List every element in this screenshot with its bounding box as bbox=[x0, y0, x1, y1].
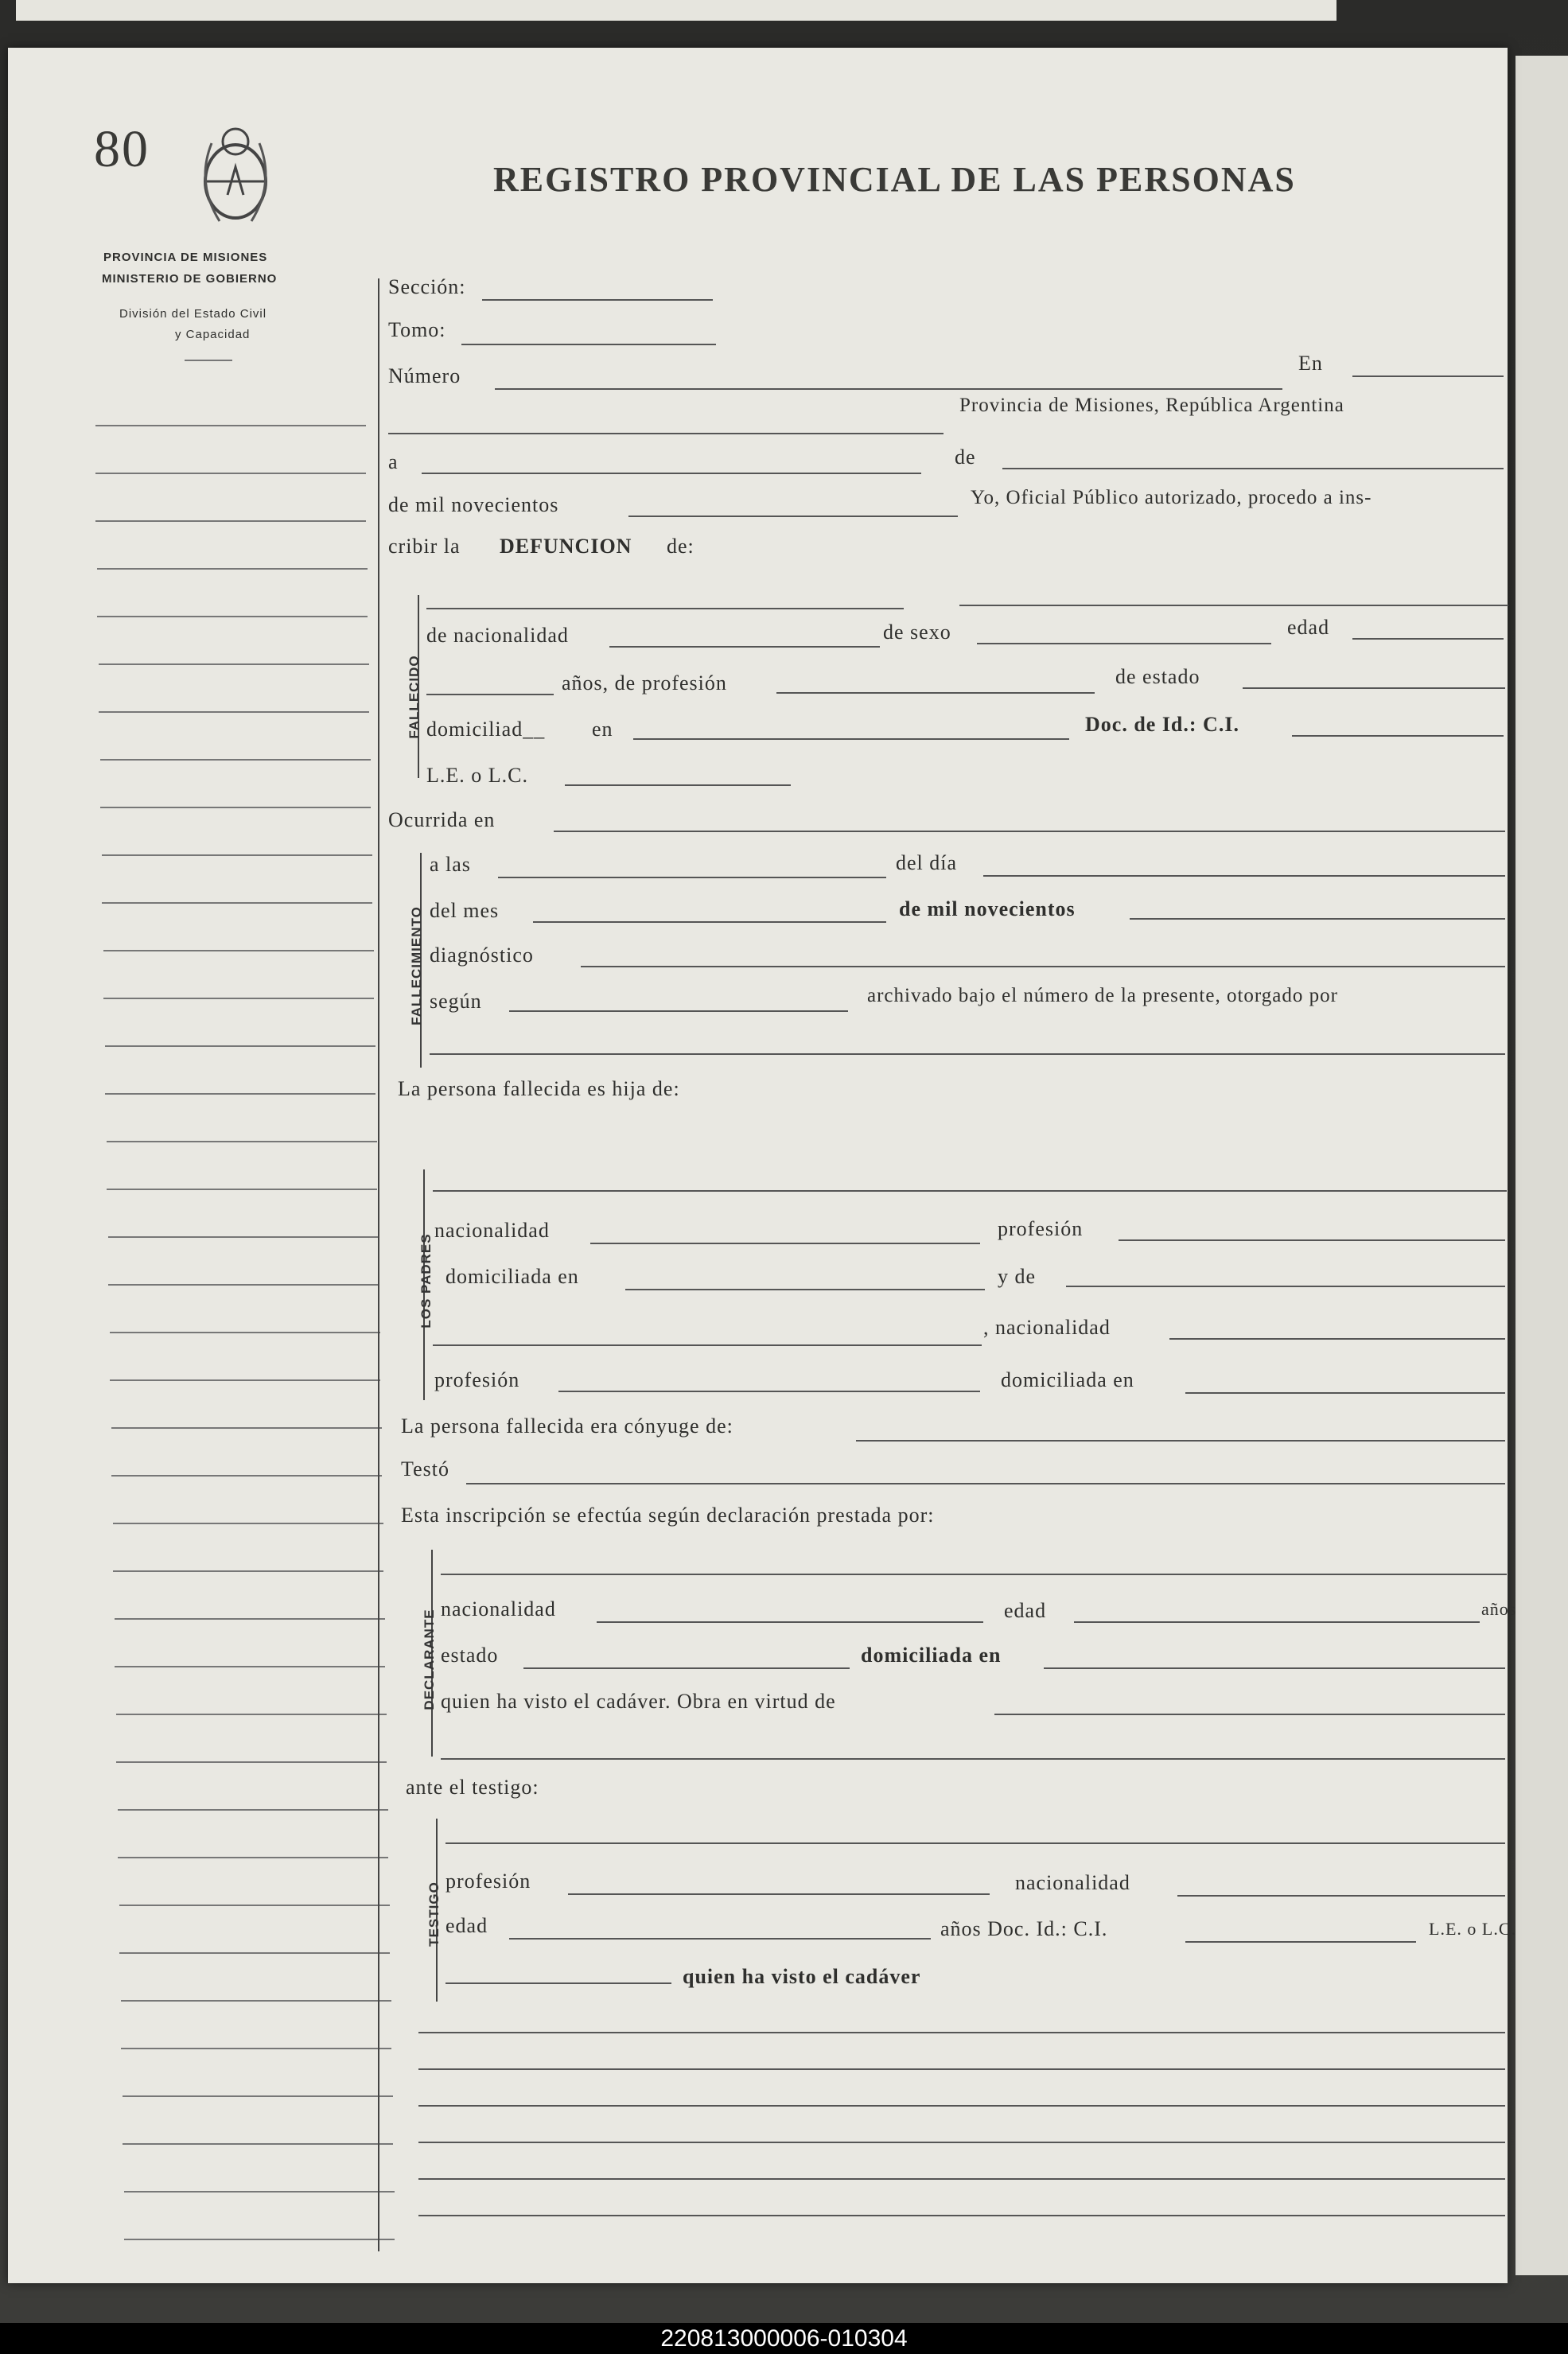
margin-line bbox=[121, 2000, 391, 2002]
de-mil-novecientos-line bbox=[1130, 918, 1505, 920]
margin-line bbox=[113, 1523, 383, 1524]
declarante-edad-line bbox=[1074, 1621, 1480, 1623]
margin-line bbox=[97, 568, 368, 570]
del-mes-label: del mes bbox=[430, 899, 500, 922]
next-page-edge bbox=[1515, 56, 1568, 2275]
margin-line bbox=[118, 1857, 388, 1858]
madre-domicilio-line bbox=[1185, 1392, 1505, 1394]
fallecido-anos-line bbox=[426, 694, 554, 695]
del-mes-line bbox=[533, 921, 886, 923]
padre-profesion-line bbox=[1119, 1239, 1505, 1241]
testigo-doc-line bbox=[1185, 1941, 1416, 1943]
margin-line bbox=[124, 2239, 395, 2240]
tomo-label: Tomo: bbox=[388, 318, 446, 341]
y-de-label: y de bbox=[998, 1265, 1037, 1288]
margin-line bbox=[116, 1761, 387, 1763]
notes-line bbox=[418, 2032, 1505, 2033]
testigo-le-label: L.E. o L.C. bbox=[1429, 1919, 1516, 1939]
fallecido-estado-label: de estado bbox=[1115, 665, 1200, 688]
declarante-visto-text: quien ha visto el cadáver. Obra en virtud de bbox=[441, 1690, 836, 1713]
numero-label: Número bbox=[388, 364, 461, 387]
testigo-name-line bbox=[445, 1842, 1505, 1844]
conyuge-label: La persona fallecida era cónyuge de: bbox=[401, 1414, 733, 1438]
page-number: 80 bbox=[94, 120, 150, 178]
margin-line bbox=[99, 711, 369, 713]
del-dia-line bbox=[983, 875, 1505, 877]
testo-label: Testó bbox=[401, 1457, 449, 1480]
defuncion-label: DEFUNCION bbox=[500, 535, 632, 558]
margin-line bbox=[107, 1141, 377, 1142]
testigo-edad-label: edad bbox=[445, 1914, 488, 1937]
margin-line bbox=[110, 1379, 380, 1381]
ocurrida-label: Ocurrida en bbox=[388, 808, 496, 831]
fallecido-sexo-line bbox=[977, 643, 1271, 644]
madre-name-line2 bbox=[433, 1344, 982, 1346]
margin-line bbox=[111, 1427, 382, 1429]
margin-line bbox=[102, 902, 372, 904]
a-las-line bbox=[498, 877, 886, 878]
fallecido-edad-line bbox=[1352, 638, 1504, 640]
provincia-text: Provincia de Misiones, República Argentina bbox=[959, 395, 1344, 416]
margin-line bbox=[110, 1332, 380, 1333]
segun-line bbox=[509, 1010, 848, 1012]
declarante-extra-line bbox=[441, 1758, 1505, 1760]
seccion-label: Sección: bbox=[388, 275, 466, 298]
testigo-label: TESTIGO bbox=[426, 1881, 442, 1947]
fallecimiento-extra-line bbox=[430, 1053, 1505, 1055]
coat-of-arms-icon bbox=[188, 119, 283, 231]
notes-line bbox=[418, 2105, 1505, 2107]
diagnostico-label: diagnóstico bbox=[430, 944, 534, 967]
hija-label: La persona fallecida es hija de: bbox=[398, 1077, 680, 1100]
margin-line bbox=[119, 1952, 390, 1954]
cribir-label: cribir la bbox=[388, 535, 461, 558]
testigo-visto-text: quien ha visto el cadáver bbox=[683, 1965, 921, 1988]
testigo-nacionalidad-label: nacionalidad bbox=[1015, 1871, 1130, 1894]
diagnostico-line bbox=[581, 966, 1505, 967]
margin-line bbox=[121, 2048, 391, 2049]
fallecido-le-label: L.E. o L.C. bbox=[426, 764, 528, 787]
de-mil-line bbox=[628, 516, 958, 517]
margin-line bbox=[95, 520, 366, 522]
en-line bbox=[1352, 375, 1504, 377]
numero-line bbox=[495, 388, 1282, 390]
margin-line bbox=[107, 1189, 377, 1190]
fallecido-edad-label: edad bbox=[1287, 616, 1330, 639]
notes-line bbox=[418, 2068, 1505, 2070]
declarante-nacionalidad-label: nacionalidad bbox=[441, 1597, 556, 1621]
testigo-edad-line bbox=[509, 1938, 931, 1940]
fallecido-le-line bbox=[565, 784, 791, 786]
declarante-edad-label: edad bbox=[1004, 1599, 1047, 1622]
seccion-line bbox=[482, 299, 713, 301]
a-las-label: a las bbox=[430, 853, 471, 876]
issuer-line1: PROVINCIA DE MISIONES bbox=[103, 251, 268, 264]
register-page bbox=[8, 48, 1517, 2283]
margin-line bbox=[105, 1093, 375, 1095]
margin-line bbox=[108, 1236, 379, 1238]
margin-line bbox=[123, 2143, 393, 2145]
issuer-line4: y Capacidad bbox=[175, 328, 251, 341]
declarante-nacionalidad-line bbox=[597, 1621, 983, 1623]
declarante-estado-line bbox=[523, 1667, 850, 1669]
margin-line bbox=[124, 2191, 395, 2193]
de-mil-novecientos-label: de mil novecientos bbox=[899, 897, 1076, 920]
conyuge-line bbox=[856, 1440, 1505, 1442]
fallecido-name-line bbox=[426, 608, 904, 609]
cribir-de-label: de: bbox=[667, 535, 695, 558]
fallecido-nacionalidad-line bbox=[609, 646, 880, 648]
a-line bbox=[422, 473, 921, 474]
margin-line bbox=[103, 998, 374, 999]
margin-line bbox=[111, 1475, 382, 1477]
place-line bbox=[388, 433, 944, 434]
margin-separator bbox=[378, 278, 379, 2251]
margin-line bbox=[105, 1045, 375, 1047]
inscripcion-label: Esta inscripción se efectúa según declaración prestada por: bbox=[401, 1504, 935, 1527]
madre-nacionalidad-label: , nacionalidad bbox=[983, 1316, 1111, 1339]
fallecido-profesion-line bbox=[776, 692, 1095, 694]
margin-line bbox=[97, 616, 368, 617]
margin-line bbox=[95, 473, 366, 474]
del-dia-label: del día bbox=[896, 851, 958, 874]
ocurrida-line bbox=[554, 831, 1505, 832]
fallecimiento-label: FALLECIMIENTO bbox=[409, 906, 424, 1025]
fallecido-estado-line bbox=[1243, 687, 1505, 689]
margin-line bbox=[100, 807, 371, 808]
fallecido-doc-label: Doc. de Id.: C.I. bbox=[1085, 713, 1239, 736]
segun-label: según bbox=[430, 990, 482, 1013]
padre-domicilio-line bbox=[625, 1289, 985, 1290]
margin-line bbox=[103, 950, 374, 951]
de-label: de bbox=[955, 446, 976, 469]
register-title: REGISTRO PROVINCIAL DE LAS PERSONAS bbox=[493, 160, 1296, 199]
notes-line bbox=[418, 2215, 1505, 2216]
fallecido-name-line2 bbox=[959, 605, 1508, 606]
declarante-anos-label: años bbox=[1481, 1599, 1517, 1619]
image-identifier: 220813000006-010304 bbox=[660, 2325, 908, 2352]
madre-domiciliada-label: domiciliada en bbox=[1001, 1368, 1134, 1391]
padre-name-line bbox=[433, 1190, 1507, 1192]
margin-line bbox=[115, 1666, 385, 1667]
margin-line bbox=[116, 1714, 387, 1715]
fallecido-domicilio-line bbox=[633, 738, 1069, 740]
declarante-estado-label: estado bbox=[441, 1644, 499, 1667]
padre-nacionalidad-line bbox=[590, 1243, 980, 1244]
yo-text: Yo, Oficial Público autorizado, procedo a ins- bbox=[971, 487, 1372, 508]
margin-line bbox=[113, 1570, 383, 1572]
tomo-line bbox=[461, 344, 716, 345]
testo-line bbox=[466, 1483, 1505, 1484]
margin-line bbox=[99, 663, 369, 665]
testigo-nacionalidad-line bbox=[1177, 1895, 1505, 1897]
issuer-line3: División del Estado Civil bbox=[119, 307, 267, 321]
padre-nacionalidad-label: nacionalidad bbox=[434, 1219, 550, 1242]
fallecido-domiciliad-label: domiciliad__ bbox=[426, 718, 546, 741]
madre-profesion-line bbox=[558, 1391, 980, 1392]
testigo-profesion-line bbox=[568, 1893, 990, 1895]
padre-profesion-label: profesión bbox=[998, 1217, 1084, 1240]
margin-line bbox=[119, 1905, 390, 1906]
declarante-obra-line bbox=[994, 1714, 1505, 1715]
fallecido-nacionalidad-label: de nacionalidad bbox=[426, 624, 569, 647]
testigo-visto-line bbox=[445, 1982, 671, 1984]
declarante-domicilio-line bbox=[1044, 1667, 1505, 1669]
madre-nacionalidad-line bbox=[1169, 1338, 1505, 1340]
margin-line bbox=[123, 2095, 393, 2097]
ante-label: ante el testigo: bbox=[406, 1776, 539, 1799]
fallecido-en-label: en bbox=[592, 718, 613, 741]
a-label: a bbox=[388, 450, 399, 473]
madre-name-line bbox=[1066, 1286, 1505, 1287]
issuer-line2: MINISTERIO DE GOBIERNO bbox=[102, 272, 278, 286]
de-mil-label: de mil novecientos bbox=[388, 493, 559, 516]
testigo-anos-doc-label: años Doc. Id.: C.I. bbox=[940, 1917, 1108, 1940]
margin-line bbox=[95, 425, 366, 426]
de-line bbox=[1002, 468, 1504, 469]
previous-page-edge bbox=[16, 0, 1336, 21]
declarante-label: DECLARANTE bbox=[422, 1609, 437, 1710]
notes-line bbox=[418, 2178, 1505, 2180]
margin-line bbox=[102, 854, 372, 856]
testigo-profesion-label: profesión bbox=[445, 1870, 531, 1893]
declarante-name-line bbox=[441, 1574, 1507, 1575]
padre-domiciliada-label: domiciliada en bbox=[445, 1265, 579, 1288]
padres-label: LOS PADRES bbox=[418, 1233, 434, 1329]
issuer-rule bbox=[185, 360, 232, 361]
margin-line bbox=[118, 1809, 388, 1811]
archivado-text: archivado bajo el número de la presente, otorgado por bbox=[867, 985, 1338, 1006]
margin-line bbox=[108, 1284, 379, 1286]
fallecido-sexo-label: de sexo bbox=[883, 621, 951, 644]
notes-line bbox=[418, 2142, 1505, 2143]
fallecido-anos-profesion-label: años, de profesión bbox=[562, 671, 727, 695]
madre-profesion-label: profesión bbox=[434, 1368, 520, 1391]
margin-line bbox=[115, 1618, 385, 1620]
declarante-domiciliada-label: domiciliada en bbox=[861, 1644, 1002, 1667]
margin-line bbox=[100, 759, 371, 761]
fallecido-label: FALLECIDO bbox=[407, 655, 422, 739]
en-label: En bbox=[1298, 352, 1323, 375]
fallecido-doc-line bbox=[1292, 735, 1504, 737]
